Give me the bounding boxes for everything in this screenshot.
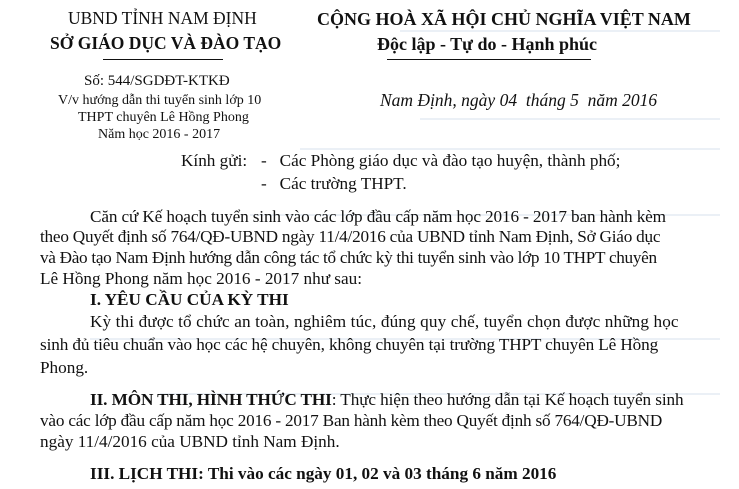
subject-line-2: THPT chuyên Lê Hồng Phong (78, 110, 249, 125)
recipients-label: Kính gửi: (181, 151, 248, 170)
issuing-agency: UBND TỈNH NAM ĐỊNH (68, 8, 257, 28)
section-2-heading: II. MÔN THI, HÌNH THỨC THI (90, 390, 332, 409)
issuing-department: SỞ GIÁO DỤC VÀ ĐÀO TẠO (50, 33, 282, 53)
motto-underline (387, 59, 591, 60)
national-motto: Độc lập - Tự do - Hạnh phúc (377, 34, 598, 54)
intro-line: và Đào tạo Nam Định hướng dẫn công tác tổ chức kỳ thi tuyển sinh vào lớp 10 THPT chuyên (40, 248, 657, 267)
intro-line: Lê Hồng Phong năm học 2016 - 2017 như sau: (40, 269, 362, 288)
recipient-item: - Các Phòng giáo dục và đào tạo huyện, thành phố; (261, 151, 621, 170)
section-2-line: vào các lớp đầu cấp năm học 2016 - 2017 Ban hành kèm theo Quyết định số 764/QĐ-UBND (40, 411, 663, 430)
section-2-first-line (90, 391, 683, 408)
intro-line: theo Quyết định số 764/QĐ-UBND ngày 11/4/2016 của UBND tỉnh Nam Định, Sở Giáo dục (40, 227, 661, 246)
national-title: CỘNG HOÀ XÃ HỘI CHỦ NGHĨA VIỆT NAM (317, 9, 691, 29)
place-and-date: Nam Định, ngày 04 tháng 5 năm 2016 (380, 90, 658, 110)
section-2-line: ngày 11/4/2016 của UBND tỉnh Nam Định. (40, 432, 340, 451)
recipient-item: - Các trường THPT. (261, 174, 407, 193)
subject-line-1: V/v hướng dẫn thi tuyển sinh lớp 10 (58, 93, 262, 108)
document-number: Số: 544/SGDĐT-KTKĐ (84, 73, 230, 89)
section-1-line: sinh đủ tiêu chuẩn vào học các hệ chuyên, không chuyên tại trường THPT chuyên Lê Hồng (40, 335, 659, 354)
section-2-heading-suffix: : Thực hiện theo hướng dẫn tại Kế hoạch tuyển sinh (331, 390, 684, 409)
section-3-heading: III. LỊCH THI (90, 464, 199, 483)
subject-line-3: Năm học 2016 - 2017 (98, 127, 221, 142)
department-underline (103, 59, 223, 60)
section-3-first-line (90, 465, 556, 482)
section-1-line: Phong. (40, 358, 89, 377)
section-1-line: Kỳ thi được tổ chức an toàn, nghiêm túc, đúng quy chế, tuyển chọn được những học (90, 312, 679, 331)
section-1-heading: I. YÊU CẦU CỦA KỲ THI (90, 290, 289, 309)
intro-line: Căn cứ Kế hoạch tuyển sinh vào các lớp đầu cấp năm học 2016 - 2017 ban hành kèm (90, 207, 666, 226)
section-3-heading-suffix: : Thi vào các ngày 01, 02 và 03 tháng 6 năm 2016 (198, 464, 557, 483)
